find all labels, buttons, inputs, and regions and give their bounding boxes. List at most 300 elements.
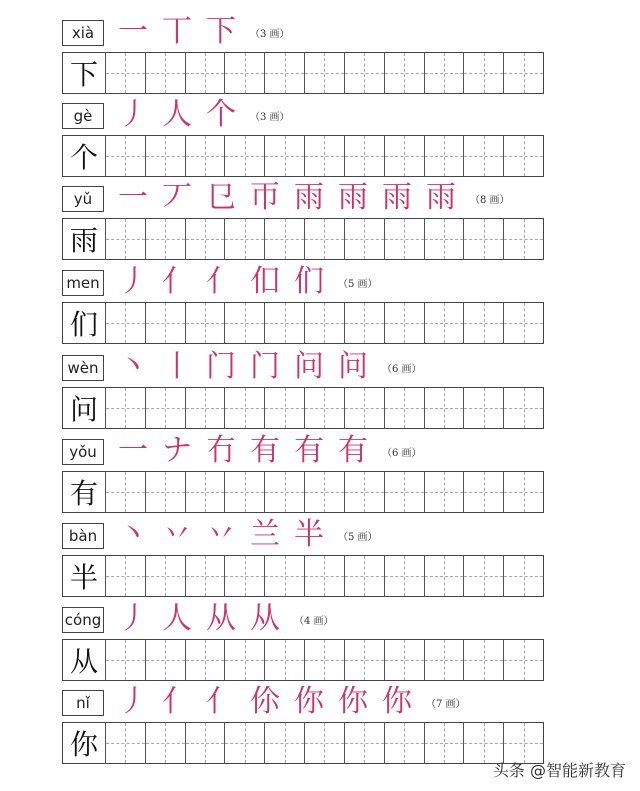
writing-grid-row xyxy=(62,639,544,681)
stroke-count: （7 画） xyxy=(426,698,466,710)
guide-line-vertical xyxy=(444,303,445,343)
practice-cell[interactable] xyxy=(503,472,543,512)
guide-line-vertical xyxy=(404,388,405,428)
stroke-step: 一 xyxy=(118,180,148,215)
guide-line-vertical xyxy=(245,53,246,93)
practice-cell[interactable] xyxy=(304,472,344,512)
stroke-step: 㔾 xyxy=(206,180,236,215)
guide-line-vertical xyxy=(205,219,206,259)
guide-line-vertical xyxy=(165,136,166,176)
guide-line-vertical xyxy=(245,556,246,596)
guide-line-vertical xyxy=(125,472,126,512)
practice-cell[interactable] xyxy=(224,53,264,93)
guide-line-vertical xyxy=(165,723,166,763)
practice-cell[interactable] xyxy=(503,556,543,596)
stroke-step: 㐰 xyxy=(250,264,280,299)
model-character: 你 xyxy=(69,728,98,761)
practice-cell[interactable] xyxy=(344,640,384,680)
pinyin-label: yǒu xyxy=(62,439,104,465)
practice-cell[interactable] xyxy=(105,472,145,512)
model-character-cell xyxy=(63,219,105,259)
guide-line-vertical xyxy=(205,136,206,176)
stroke-step: 亻 xyxy=(162,264,192,299)
pinyin-label: bàn xyxy=(62,523,104,549)
guide-line-vertical xyxy=(484,640,485,680)
guide-line-vertical xyxy=(324,219,325,259)
practice-cell[interactable] xyxy=(185,53,225,93)
stroke-step: 有 xyxy=(294,433,324,468)
stroke-order-sequence xyxy=(114,95,290,135)
practice-cell[interactable] xyxy=(185,640,225,680)
practice-cell[interactable] xyxy=(424,219,464,259)
guide-line-vertical xyxy=(285,723,286,763)
practice-cell[interactable] xyxy=(145,640,185,680)
practice-cell[interactable] xyxy=(463,136,503,176)
guide-line-vertical xyxy=(125,136,126,176)
guide-line-vertical xyxy=(125,723,126,763)
guide-line-vertical xyxy=(205,388,206,428)
practice-cell[interactable] xyxy=(145,303,185,343)
guide-line-vertical xyxy=(245,136,246,176)
model-character-cell xyxy=(63,303,105,343)
stroke-step: 丿 xyxy=(118,264,148,299)
stroke-step: 个 xyxy=(206,97,236,132)
practice-cell[interactable] xyxy=(463,556,503,596)
stroke-step: 一 xyxy=(118,14,148,49)
stroke-step: 丅 xyxy=(162,14,192,49)
guide-line-vertical xyxy=(285,219,286,259)
model-character-cell xyxy=(63,53,105,93)
stroke-step: 丿 xyxy=(118,601,148,636)
practice-cell[interactable] xyxy=(264,388,304,428)
practice-cell[interactable] xyxy=(145,136,185,176)
guide-line-vertical xyxy=(484,303,485,343)
stroke-step: 下 xyxy=(206,14,236,49)
guide-line-vertical xyxy=(324,388,325,428)
stroke-step: ナ xyxy=(162,433,192,468)
practice-cell[interactable] xyxy=(384,53,424,93)
practice-cell[interactable] xyxy=(384,388,424,428)
stroke-step: 伱 xyxy=(250,684,280,719)
guide-line-vertical xyxy=(245,388,246,428)
guide-line-vertical xyxy=(245,472,246,512)
stroke-count: （5 画） xyxy=(338,531,378,543)
practice-cell[interactable] xyxy=(185,303,225,343)
guide-line-vertical xyxy=(484,723,485,763)
practice-cell[interactable] xyxy=(264,556,304,596)
pinyin-label: xià xyxy=(62,20,104,46)
guide-line-vertical xyxy=(324,640,325,680)
guide-line-vertical xyxy=(524,303,525,343)
pinyin-label: gè xyxy=(62,103,104,129)
guide-line-vertical xyxy=(285,303,286,343)
practice-cell[interactable] xyxy=(384,136,424,176)
practice-cell[interactable] xyxy=(503,388,543,428)
guide-line-vertical xyxy=(444,723,445,763)
practice-cell[interactable] xyxy=(105,53,145,93)
stroke-step: 丿 xyxy=(118,97,148,132)
practice-cell[interactable] xyxy=(463,723,503,763)
stroke-step: 丨 xyxy=(162,349,192,384)
guide-line-vertical xyxy=(444,136,445,176)
guide-line-vertical xyxy=(524,136,525,176)
character-block xyxy=(62,349,544,439)
practice-cell[interactable] xyxy=(424,136,464,176)
stroke-step: 冇 xyxy=(206,433,236,468)
model-character: 个 xyxy=(69,141,98,174)
guide-line-vertical xyxy=(444,472,445,512)
guide-line-vertical xyxy=(364,136,365,176)
guide-line-vertical xyxy=(324,136,325,176)
practice-cell[interactable] xyxy=(424,723,464,763)
practice-cell[interactable] xyxy=(264,136,304,176)
guide-line-vertical xyxy=(404,136,405,176)
stroke-step: 丿 xyxy=(118,684,148,719)
character-block xyxy=(62,601,544,691)
stroke-step: 丆 xyxy=(162,180,192,215)
stroke-step: 雨 xyxy=(426,180,456,215)
stroke-order-sequence xyxy=(114,515,378,555)
practice-cell[interactable] xyxy=(304,388,344,428)
character-block xyxy=(62,433,544,523)
stroke-order-sequence xyxy=(114,12,290,52)
writing-grid-row xyxy=(62,218,544,260)
practice-cell[interactable] xyxy=(224,472,264,512)
guide-line-vertical xyxy=(444,219,445,259)
guide-line-vertical xyxy=(324,53,325,93)
guide-line-vertical xyxy=(524,472,525,512)
practice-cell[interactable] xyxy=(264,219,304,259)
stroke-count: （3 画） xyxy=(250,28,290,40)
guide-line-vertical xyxy=(444,388,445,428)
guide-line-vertical xyxy=(404,472,405,512)
character-block xyxy=(62,264,544,354)
guide-line-vertical xyxy=(524,53,525,93)
guide-line-vertical xyxy=(444,53,445,93)
guide-line-vertical xyxy=(165,556,166,596)
guide-line-vertical xyxy=(205,472,206,512)
writing-grid-row xyxy=(62,555,544,597)
practice-cell[interactable] xyxy=(105,219,145,259)
model-character: 雨 xyxy=(69,224,98,257)
practice-cell[interactable] xyxy=(224,640,264,680)
stroke-step: 丶 xyxy=(118,349,148,384)
practice-cell[interactable] xyxy=(304,640,344,680)
guide-line-vertical xyxy=(404,556,405,596)
character-block xyxy=(62,97,544,187)
watermark: 头条 @智能新教育 xyxy=(492,761,626,780)
guide-line-vertical xyxy=(285,640,286,680)
stroke-order-sequence xyxy=(114,682,466,722)
model-character-cell xyxy=(63,388,105,428)
guide-line-vertical xyxy=(484,388,485,428)
practice-cell[interactable] xyxy=(503,640,543,680)
practice-cell[interactable] xyxy=(384,723,424,763)
practice-cell[interactable] xyxy=(503,136,543,176)
practice-cell[interactable] xyxy=(424,303,464,343)
guide-line-vertical xyxy=(285,136,286,176)
practice-cell[interactable] xyxy=(304,219,344,259)
stroke-step: 兰 xyxy=(250,517,280,552)
model-character-cell xyxy=(63,556,105,596)
stroke-step: 帀 xyxy=(250,180,280,215)
practice-cell[interactable] xyxy=(145,472,185,512)
practice-cell[interactable] xyxy=(224,388,264,428)
model-character: 半 xyxy=(69,561,98,594)
practice-cell[interactable] xyxy=(384,640,424,680)
practice-cell[interactable] xyxy=(463,388,503,428)
practice-cell[interactable] xyxy=(264,640,304,680)
guide-line-vertical xyxy=(404,303,405,343)
practice-cell[interactable] xyxy=(145,219,185,259)
character-block xyxy=(62,14,544,104)
stroke-step: 人 xyxy=(162,97,192,132)
guide-line-vertical xyxy=(205,640,206,680)
stroke-step: 亻 xyxy=(206,684,236,719)
practice-cell[interactable] xyxy=(344,303,384,343)
guide-line-vertical xyxy=(404,53,405,93)
pinyin-label: nǐ xyxy=(62,690,104,716)
practice-cell[interactable] xyxy=(264,53,304,93)
stroke-step: 你 xyxy=(338,684,368,719)
stroke-order-sequence xyxy=(114,178,510,218)
stroke-step: 人 xyxy=(162,601,192,636)
practice-cell[interactable] xyxy=(384,219,424,259)
guide-line-vertical xyxy=(125,640,126,680)
stroke-count: （8 画） xyxy=(470,194,510,206)
practice-cell[interactable] xyxy=(503,723,543,763)
writing-grid-row xyxy=(62,722,544,764)
practice-cell[interactable] xyxy=(185,136,225,176)
guide-line-vertical xyxy=(524,388,525,428)
stroke-step: 半 xyxy=(294,517,324,552)
stroke-step: 你 xyxy=(294,684,324,719)
character-block xyxy=(62,517,544,607)
guide-line-vertical xyxy=(285,53,286,93)
writing-grid-row xyxy=(62,135,544,177)
practice-cell[interactable] xyxy=(463,472,503,512)
practice-cell[interactable] xyxy=(424,640,464,680)
guide-line-vertical xyxy=(484,556,485,596)
guide-line-vertical xyxy=(484,136,485,176)
guide-line-vertical xyxy=(205,556,206,596)
guide-line-vertical xyxy=(324,472,325,512)
model-character-cell xyxy=(63,723,105,763)
guide-line-vertical xyxy=(524,219,525,259)
guide-line-vertical xyxy=(245,219,246,259)
practice-cell[interactable] xyxy=(384,472,424,512)
model-character: 们 xyxy=(69,308,98,341)
practice-cell[interactable] xyxy=(105,303,145,343)
guide-line-vertical xyxy=(165,388,166,428)
stroke-step: 有 xyxy=(250,433,280,468)
guide-line-vertical xyxy=(285,472,286,512)
practice-cell[interactable] xyxy=(304,556,344,596)
guide-line-vertical xyxy=(125,53,126,93)
stroke-step: 亻 xyxy=(206,264,236,299)
guide-line-vertical xyxy=(165,53,166,93)
practice-cell[interactable] xyxy=(224,219,264,259)
stroke-step: 们 xyxy=(294,264,324,299)
guide-line-vertical xyxy=(165,303,166,343)
stroke-step: 丶 xyxy=(118,517,148,552)
stroke-step: 问 xyxy=(294,349,324,384)
stroke-order-sequence xyxy=(114,347,422,387)
guide-line-vertical xyxy=(364,556,365,596)
guide-line-vertical xyxy=(404,219,405,259)
guide-line-vertical xyxy=(364,640,365,680)
stroke-step: 丷 xyxy=(162,517,192,552)
guide-line-vertical xyxy=(364,303,365,343)
practice-cell[interactable] xyxy=(344,136,384,176)
guide-line-vertical xyxy=(165,640,166,680)
guide-line-vertical xyxy=(524,723,525,763)
practice-cell[interactable] xyxy=(424,472,464,512)
pinyin-label: men xyxy=(62,270,104,296)
stroke-step: 从 xyxy=(206,601,236,636)
practice-cell[interactable] xyxy=(304,136,344,176)
writing-grid-row xyxy=(62,471,544,513)
stroke-step: 门 xyxy=(250,349,280,384)
practice-cell[interactable] xyxy=(145,53,185,93)
stroke-step: 丷 xyxy=(206,517,236,552)
practice-cell[interactable] xyxy=(145,388,185,428)
stroke-step: 有 xyxy=(338,433,368,468)
practice-cell[interactable] xyxy=(105,640,145,680)
practice-cell[interactable] xyxy=(503,303,543,343)
guide-line-vertical xyxy=(245,303,246,343)
practice-cell[interactable] xyxy=(463,303,503,343)
pinyin-label: yǔ xyxy=(62,186,104,212)
practice-cell[interactable] xyxy=(224,556,264,596)
guide-line-vertical xyxy=(484,53,485,93)
practice-cell[interactable] xyxy=(344,388,384,428)
practice-cell[interactable] xyxy=(384,303,424,343)
writing-grid-row xyxy=(62,387,544,429)
stroke-step: 雨 xyxy=(338,180,368,215)
guide-line-vertical xyxy=(125,556,126,596)
model-character: 有 xyxy=(69,477,98,510)
stroke-count: （3 画） xyxy=(250,111,290,123)
guide-line-vertical xyxy=(484,219,485,259)
practice-cell[interactable] xyxy=(344,219,384,259)
model-character: 下 xyxy=(69,58,98,91)
guide-line-vertical xyxy=(324,723,325,763)
practice-cell[interactable] xyxy=(344,53,384,93)
stroke-count: （6 画） xyxy=(382,447,422,459)
practice-cell[interactable] xyxy=(185,472,225,512)
practice-cell[interactable] xyxy=(304,723,344,763)
character-block xyxy=(62,180,544,270)
practice-cell[interactable] xyxy=(463,53,503,93)
guide-line-vertical xyxy=(364,53,365,93)
guide-line-vertical xyxy=(524,556,525,596)
practice-cell[interactable] xyxy=(105,556,145,596)
practice-cell[interactable] xyxy=(463,219,503,259)
practice-cell[interactable] xyxy=(105,723,145,763)
practice-cell[interactable] xyxy=(424,53,464,93)
model-character-cell xyxy=(63,640,105,680)
guide-line-vertical xyxy=(364,388,365,428)
pinyin-label: wèn xyxy=(62,355,104,381)
model-character-cell xyxy=(63,136,105,176)
practice-cell[interactable] xyxy=(384,556,424,596)
practice-cell[interactable] xyxy=(105,388,145,428)
practice-cell[interactable] xyxy=(344,472,384,512)
stroke-count: （6 画） xyxy=(382,363,422,375)
practice-cell[interactable] xyxy=(264,472,304,512)
stroke-order-sequence xyxy=(114,262,378,302)
guide-line-vertical xyxy=(205,53,206,93)
practice-cell[interactable] xyxy=(185,723,225,763)
practice-cell[interactable] xyxy=(304,303,344,343)
practice-cell[interactable] xyxy=(304,53,344,93)
guide-line-vertical xyxy=(324,556,325,596)
practice-cell[interactable] xyxy=(185,219,225,259)
stroke-step: 亻 xyxy=(162,684,192,719)
practice-cell[interactable] xyxy=(224,136,264,176)
practice-cell[interactable] xyxy=(344,723,384,763)
practice-cell[interactable] xyxy=(264,303,304,343)
practice-cell[interactable] xyxy=(424,556,464,596)
stroke-count: （4 画） xyxy=(294,615,334,627)
guide-line-vertical xyxy=(404,723,405,763)
guide-line-vertical xyxy=(364,472,365,512)
guide-line-vertical xyxy=(285,388,286,428)
practice-cell[interactable] xyxy=(224,303,264,343)
guide-line-vertical xyxy=(444,640,445,680)
practice-cell[interactable] xyxy=(185,388,225,428)
practice-cell[interactable] xyxy=(463,640,503,680)
practice-cell[interactable] xyxy=(503,219,543,259)
stroke-step: 雨 xyxy=(382,180,412,215)
stroke-step: 雨 xyxy=(294,180,324,215)
stroke-order-sequence xyxy=(114,599,334,639)
guide-line-vertical xyxy=(205,723,206,763)
stroke-count: （5 画） xyxy=(338,278,378,290)
guide-line-vertical xyxy=(205,303,206,343)
stroke-order-sequence xyxy=(114,431,422,471)
stroke-step: 问 xyxy=(338,349,368,384)
stroke-step: 一 xyxy=(118,433,148,468)
stroke-step: 从 xyxy=(250,601,280,636)
guide-line-vertical xyxy=(364,219,365,259)
practice-cell[interactable] xyxy=(145,556,185,596)
practice-cell[interactable] xyxy=(344,556,384,596)
guide-line-vertical xyxy=(125,388,126,428)
writing-grid-row xyxy=(62,52,544,94)
practice-cell[interactable] xyxy=(264,723,304,763)
practice-cell[interactable] xyxy=(224,723,264,763)
practice-cell[interactable] xyxy=(503,53,543,93)
practice-cell[interactable] xyxy=(185,556,225,596)
practice-cell[interactable] xyxy=(145,723,185,763)
practice-cell[interactable] xyxy=(105,136,145,176)
guide-line-vertical xyxy=(404,640,405,680)
writing-grid-row xyxy=(62,302,544,344)
pinyin-label: cóng xyxy=(62,607,104,633)
guide-line-vertical xyxy=(245,723,246,763)
stroke-step: 你 xyxy=(382,684,412,719)
guide-line-vertical xyxy=(125,219,126,259)
stroke-step: 门 xyxy=(206,349,236,384)
practice-cell[interactable] xyxy=(424,388,464,428)
guide-line-vertical xyxy=(444,556,445,596)
model-character: 从 xyxy=(69,645,98,678)
guide-line-vertical xyxy=(524,640,525,680)
guide-line-vertical xyxy=(364,723,365,763)
guide-line-vertical xyxy=(245,640,246,680)
